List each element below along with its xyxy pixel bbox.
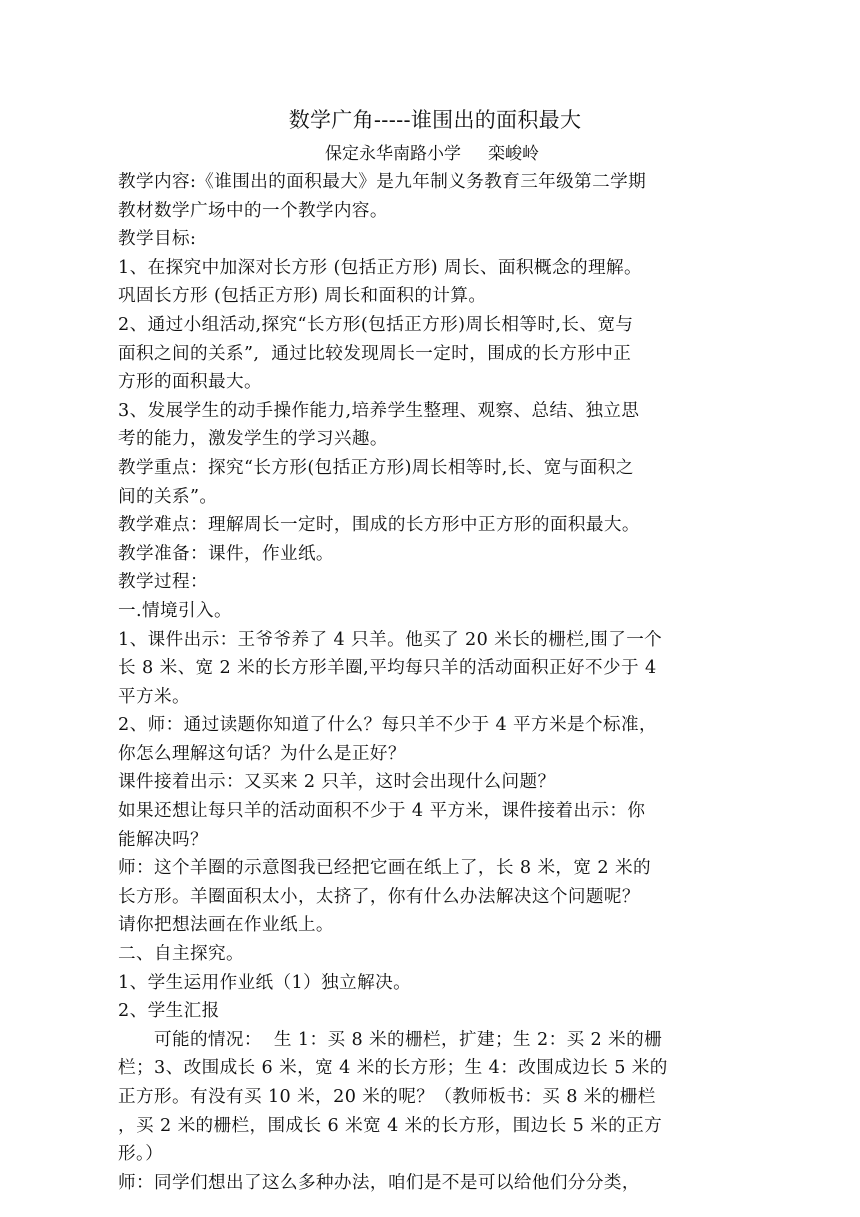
- body-line: 教学准备：课件，作业纸。: [118, 543, 334, 564]
- body-line: 2、学生汇报: [118, 1001, 220, 1022]
- body-line: 教学内容:《谁围出的面积最大》是九年制义务教育三年级第二学期: [118, 172, 647, 192]
- body-line: 二、自主探究。: [118, 944, 244, 965]
- document-body: [118, 168, 738, 1197]
- body-line: 课件接着出示：又买来 2 只羊，这时会出现什么问题？: [118, 772, 556, 793]
- body-line: 教材数学广场中的一个教学内容。: [118, 200, 388, 221]
- body-line: 教学难点：理解周长一定时，围成的长方形中正方形的面积最大。: [118, 515, 640, 536]
- body-line: 教学重点：探究“长方形(包括正方形)周长相等时,长、宽与面积之: [118, 457, 634, 478]
- body-line: 1、学生运用作业纸（1）独立解决。: [118, 972, 412, 993]
- body-line: 师：这个羊圈的示意图我已经把它画在纸上了，长 8 米，宽 2 米的: [118, 858, 651, 879]
- body-line: 面积之间的关系”, 通过比较发现周长一定时，围成的长方形中正: [118, 343, 632, 364]
- body-line: 平方米。: [118, 686, 190, 707]
- document-page: [118, 100, 738, 1197]
- body-line: ，买 2 米的栅栏，围成长 6 米宽 4 米的长方形，围边长 5 米的正方: [118, 1115, 663, 1136]
- body-line: 3、发展学生的动手操作能力,培养学生整理、观察、总结、独立思: [118, 400, 640, 421]
- body-line: 如果还想让每只羊的活动面积不少于 4 平方米，课件接着出示：你: [118, 801, 646, 822]
- body-line: 2、通过小组活动,探究“长方形(包括正方形)周长相等时,长、宽与: [118, 314, 634, 335]
- body-line: 请你把想法画在作业纸上。: [118, 915, 334, 936]
- body-line: 巩固长方形 (包括正方形) 周长和面积的计算。: [118, 286, 487, 307]
- body-line: 可能的情况： 生 1：买 8 米的栅栏，扩建；生 2：买 2 米的栅: [118, 1029, 663, 1050]
- body-line: 长 8 米、宽 2 米的长方形羊圈,平均每只羊的活动面积正好不少于 4: [118, 658, 657, 679]
- body-line: 能解决吗？: [118, 829, 208, 850]
- body-line: 教学目标:: [118, 229, 197, 250]
- body-line: 形。）: [118, 1144, 164, 1165]
- body-line: 一.情境引入。: [118, 600, 232, 621]
- body-line: 你怎么理解这句话？为什么是正好？: [118, 743, 406, 764]
- body-line: 方形的面积最大。: [118, 372, 262, 393]
- body-line: 2、师：通过读题你知道了什么？每只羊不少于 4 平方米是个标准，: [118, 715, 658, 736]
- body-line: 1、在探究中加深对长方形 (包括正方形) 周长、面积概念的理解。: [118, 257, 642, 278]
- body-line: 师：同学们想出了这么多种办法，咱们是不是可以给他们分分类，: [118, 1172, 640, 1193]
- document-byline: 保定永华南路小学 栾峻岭: [324, 144, 540, 164]
- document-title: 数学广角-----谁围出的面积最大: [288, 108, 582, 132]
- body-line: 栏；3、改围成长 6 米，宽 4 米的长方形；生 4：改围成边长 5 米的: [118, 1058, 668, 1079]
- body-line: 考的能力，激发学生的学习兴趣。: [118, 429, 388, 450]
- body-line: 长方形。羊圈面积太小，太挤了，你有什么办法解决这个问题呢？: [118, 886, 640, 907]
- body-line: 教学过程：: [118, 572, 208, 593]
- body-line: 正方形。有没有买 10 米，20 米的呢？（教师板书：买 8 米的栅栏: [118, 1087, 656, 1107]
- body-line: 间的关系”。: [118, 486, 218, 507]
- body-line: 1、课件出示：王爷爷养了 4 只羊。他买了 20 米长的栅栏,围了一个: [118, 629, 663, 650]
